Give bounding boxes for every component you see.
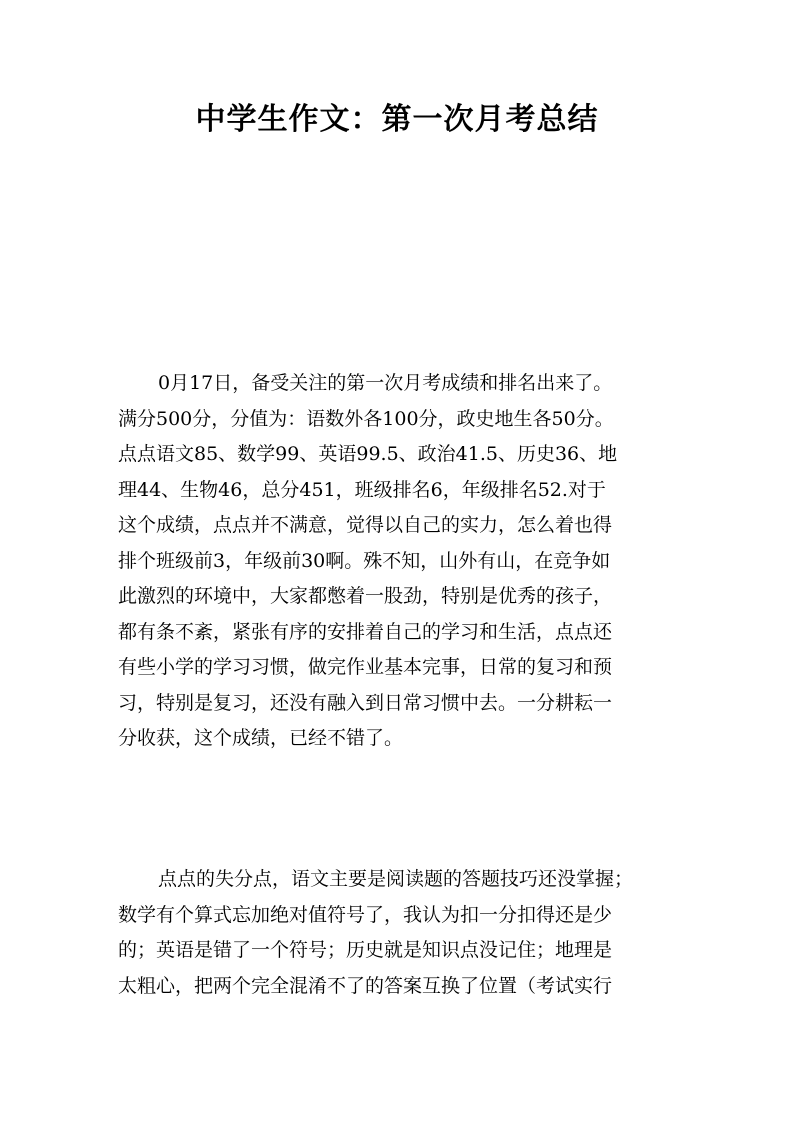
text-line: 理44、生物46，总分451，班级排名6，年级排名52.对于	[118, 478, 606, 501]
text-line: 0月17日，备受关注的第一次月考成绩和排名出来了。	[158, 372, 613, 394]
text-line: 此激烈的环境中，大家都憋着一股劲，特别是优秀的孩子，	[118, 585, 613, 607]
text-line: 的；英语是错了一个符号；历史就是知识点没记住；地理是	[118, 939, 613, 961]
text-line: 习，特别是复习，还没有融入到日常习惯中去。一分耕耘一	[118, 691, 613, 714]
text-line: 点点语文85、数学99、英语99.5、政治41.5、历史36、地	[118, 443, 618, 465]
text-line: 分收获，这个成绩，已经不错了。	[118, 727, 404, 749]
text-line: 排个班级前3，年级前30啊。殊不知，山外有山，在竞争如	[118, 549, 611, 572]
paragraph-1	[118, 366, 678, 757]
text-line: 这个成绩，点点并不满意，觉得以自己的实力，怎么着也得	[118, 514, 613, 536]
text-line: 有些小学的学习习惯，做完作业基本完事，日常的复习和预	[118, 656, 613, 678]
text-line: 点点的失分点，语文主要是阅读题的答题技巧还没掌握；	[158, 868, 634, 890]
text-line: 数学有个算式忘加绝对值符号了，我认为扣一分扣得还是少	[118, 903, 613, 926]
text-line: 满分500分，分值为：语数外各100分，政史地生各50分。	[118, 407, 614, 430]
document-title: 中学生作文：第一次月考总结	[195, 102, 599, 137]
text-line: 太粗心，把两个完全混淆不了的答案互换了位置（考试实行	[118, 974, 613, 997]
text-line: 都有条不紊，紧张有序的安排着自己的学习和生活，点点还	[118, 620, 613, 643]
paragraph-2	[118, 862, 678, 1004]
